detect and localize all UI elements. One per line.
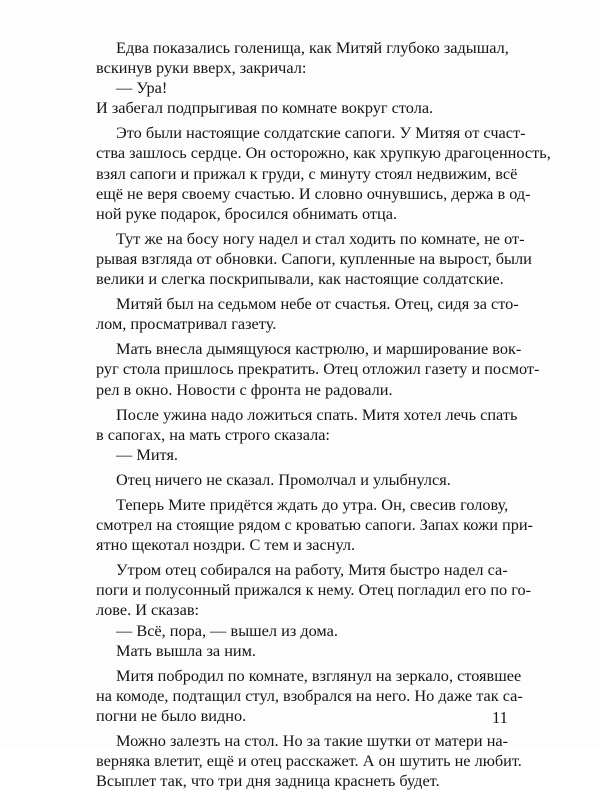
text-line: Утром отец собирался на работу, Митя быстро надел са- (116, 560, 508, 580)
text-line: ятно щекотал ноздри. С тем и заснул. (96, 535, 356, 555)
text-line: Можно залезть на стол. Но за такие шутки от матери на- (116, 731, 509, 750)
text-line: в сапогах, на мать строго сказала: (96, 424, 330, 444)
text-line: руг стола пришлось прекратить. Отец отложил газету и посмот- (96, 359, 540, 379)
text-line: Мать вышла за ним. (116, 640, 257, 660)
text-line: — Ура! (116, 78, 168, 98)
text-line: — Всё, пора, — вышел из дома. (116, 620, 338, 640)
text-line: лом, просматривал газету. (96, 314, 277, 334)
text-line: Тут же на босу ногу надел и стал ходить по комнате, не от- (116, 228, 525, 248)
text-line: После ужина надо ложиться спать. Митя хотел лечь спать (116, 404, 518, 424)
text-line: ной руке подарок, бросился обнимать отца. (96, 203, 398, 223)
text-line: Едва показались голенища, как Митяй глубоко задышал, (116, 38, 509, 57)
body-text (96, 38, 551, 791)
text-line: лове. И сказав: (96, 600, 200, 620)
text-line: Митя побродил по комнате, взглянул на зеркало, стоявшее (116, 665, 522, 685)
text-line: погни не было видно. (96, 705, 247, 725)
text-line: И забегал подпрыгивая по комнате вокруг стола. (96, 98, 434, 118)
text-line: на комоде, подтащил стул, взобрался на него. Но даже так са- (96, 685, 523, 705)
text-line: Мать внесла дымящуюся кастрюлю, и марширование вок- (116, 339, 522, 359)
text-line: рывая взгляда от обновки. Сапоги, купленные на вырост, были (96, 248, 532, 268)
page-number: 11 (492, 708, 508, 727)
text-line: Теперь Мите придётся ждать до утра. Он, свесив голову, (116, 494, 509, 514)
text-line: ещё не веря своему счастью. И словно очнувшись, держа в од- (96, 183, 531, 203)
text-line: смотрел на стоящие рядом с кроватью сапоги. Запах кожи при- (96, 515, 533, 535)
text-line: верняка влетит, ещё и отец расскажет. А он шутить не любит. (96, 751, 522, 771)
text-line: велики и слегка поскрипывали, как настоящие солдатские. (96, 269, 504, 289)
text-line: — Митя. (116, 444, 179, 464)
text-line: поги и полусонный прижался к нему. Отец погладил его по го- (96, 580, 532, 600)
text-line: ства зашлось сердце. Он осторожно, как хрупкую драгоценность, (96, 143, 551, 163)
text-line: взял сапоги и прижал к груди, с минуту стоял недвижим, всё (96, 163, 518, 183)
text-line: Это были настоящие солдатские сапоги. У Митяя от счаст- (116, 123, 526, 143)
text-line: вскинув руки вверх, закричал: (96, 58, 307, 78)
text-line: Всыплет так, что три дня задница краснеть будет. (96, 771, 440, 791)
text-line: Митяй был на седьмом небе от счастья. Отец, сидя за сто- (116, 294, 519, 314)
text-line: Отец ничего не сказал. Промолчал и улыбнулся. (116, 469, 451, 489)
text-line: рел в окно. Новости с фронта не радовали. (96, 379, 393, 399)
